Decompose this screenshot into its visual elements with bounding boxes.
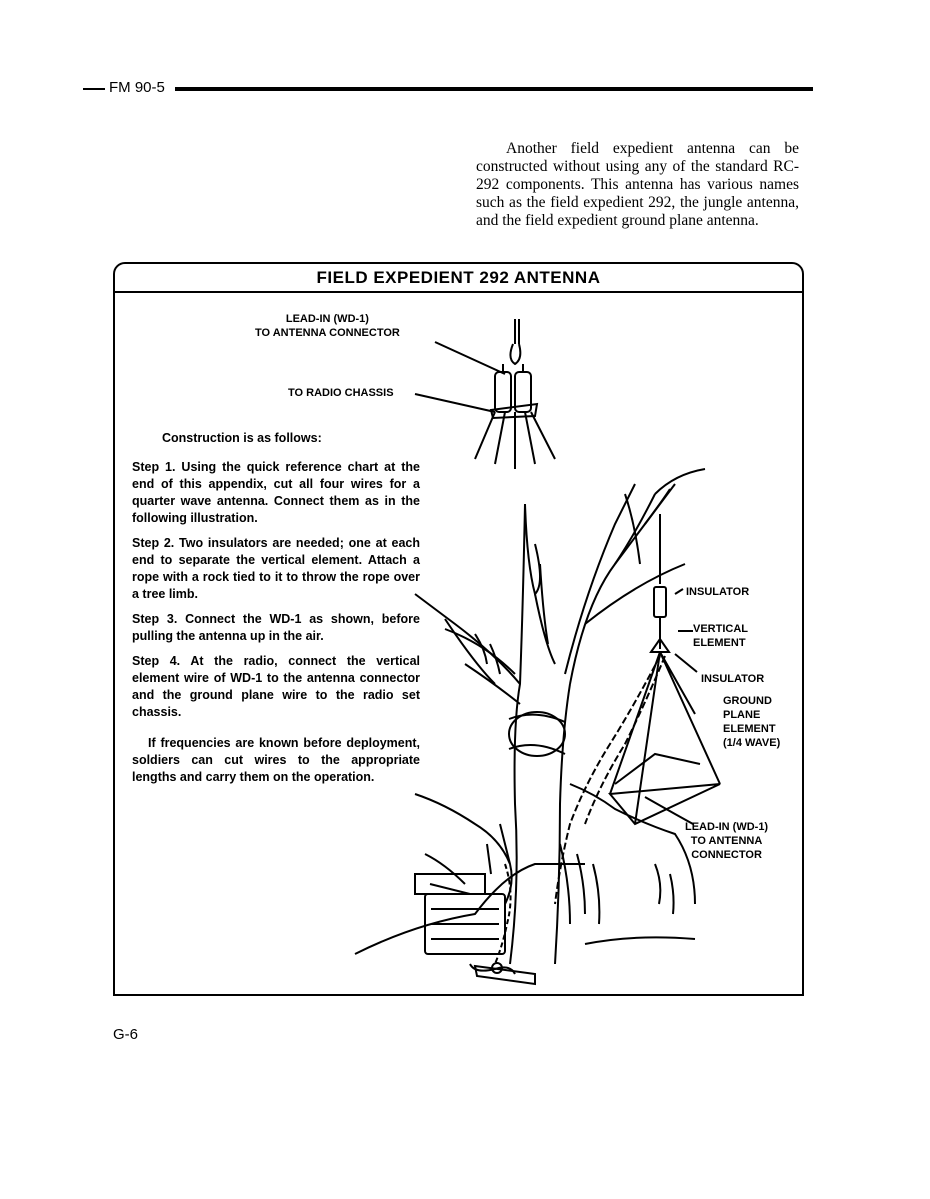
label-lead-in-top: LEAD-IN (WD-1) TO ANTENNA CONNECTOR — [255, 313, 400, 339]
intro-paragraph: Another field expedient antenna can be constructed without using any of the standard RC-292 components. This antenna has various names such as the field expedient 292, the jungle antenna, and the field expedient ground plane antenna. — [476, 140, 799, 229]
header-rule — [175, 87, 813, 91]
construction-heading: Construction is as follows: — [162, 431, 322, 445]
manual-code: FM 90-5 — [109, 79, 165, 96]
page-number: G-6 — [113, 1026, 139, 1043]
figure-title: FIELD EXPEDIENT 292 ANTENNA — [115, 264, 802, 293]
step-3: Step 3. Connect the WD-1 as shown, before pulling the antenna up in the air. — [132, 612, 420, 643]
label-vertical-element: VERTICAL ELEMENT — [693, 623, 748, 649]
header-lead-rule — [83, 88, 105, 90]
page-header — [83, 80, 813, 96]
ground-drawing — [355, 784, 695, 954]
closing-note: If frequencies are known before deployment, soldiers can cut wires to the appropriate lengths and carry them on the operation. — [132, 736, 420, 784]
tree-drawing — [415, 469, 705, 964]
construction-steps — [132, 430, 420, 794]
label-insulator-mid: INSULATOR — [701, 673, 765, 685]
label-insulator-top: INSULATOR — [686, 586, 750, 598]
label-ground-plane: GROUND PLANE ELEMENT (1/4 WAVE) — [723, 695, 781, 749]
label-radio-chassis: TO RADIO CHASSIS — [288, 387, 394, 399]
label-lead-in-bottom: LEAD-IN (WD-1) TO ANTENNA CONNECTOR — [685, 821, 769, 861]
step-4: Step 4. At the radio, connect the vertical element wire of WD-1 to the antenna connector and the ground plane wire to the radio set chassis. — [132, 654, 420, 719]
step-1: Step 1. Using the quick reference chart at the end of this appendix, cut all four wires for a quarter wave antenna. Connect them as in the following illustration. — [132, 460, 420, 525]
antenna-figure — [113, 262, 804, 996]
insulator-detail-drawing — [415, 319, 555, 469]
step-2: Step 2. Two insulators are needed; one at each end to separate the vertical element. Attach a rope with a rock tied to it to throw the rope over a tree limb. — [132, 536, 420, 601]
